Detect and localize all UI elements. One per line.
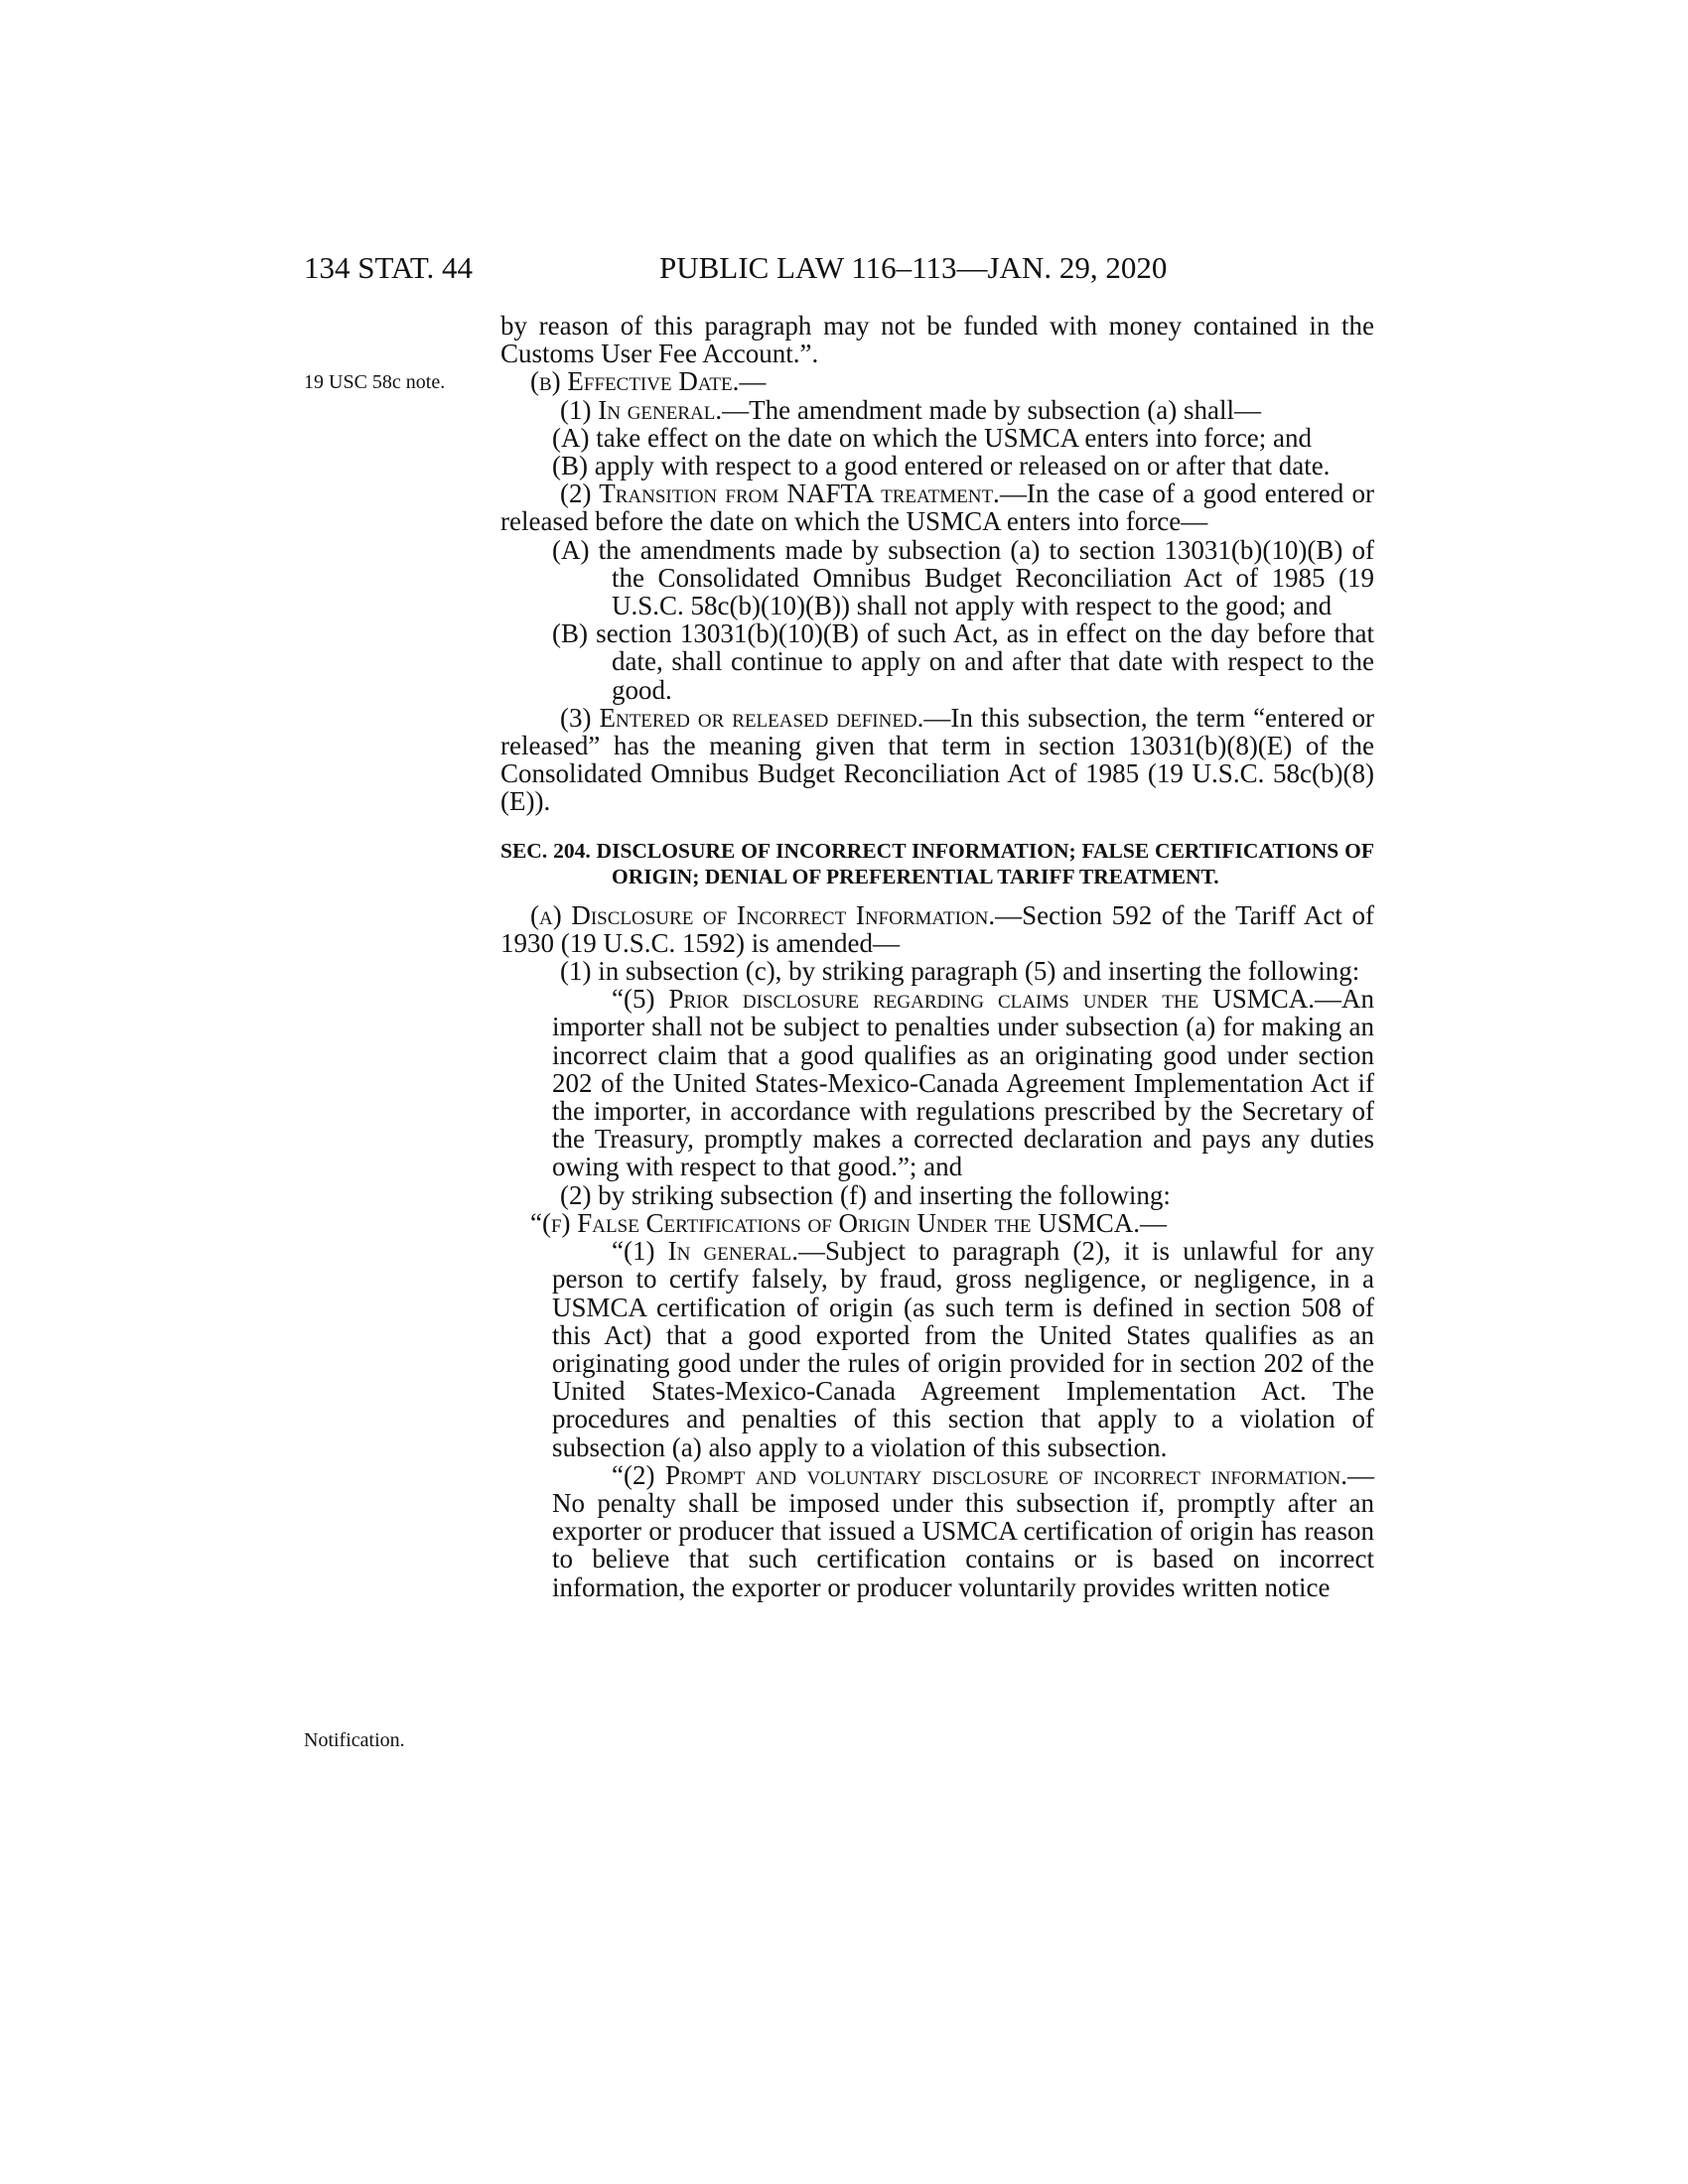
- paragraph-b3: [500, 704, 1374, 816]
- subsection-b-heading: [500, 367, 1374, 395]
- quoted-paragraph-f1-text: —Subject to paragraph (2), it is unlawful for any person to certify falsely, by fraud, gross negligence, or negligence, in a USMCA certification of origin (as such term is defined in section 508 of this Act) that a good exported from the United States qualifies as an originating good under the rules of origin provided for in section 202 of the United States-Mexico-Canada Agreement Implementation Act. The procedures and penalties of this section that apply to a violation of subsection (a) also apply to a violation of this subsection.: [552, 1236, 1374, 1462]
- paragraph-continuation: by reason of this paragraph may not be funded with money contained in the Customs User Fee Account.”.: [500, 311, 1374, 369]
- subsection-a-heading: (a) Disclosure of Incorrect Information.: [530, 899, 996, 930]
- paragraph-a2: (2) by striking subsection (f) and inserting the following:: [560, 1179, 1171, 1210]
- paragraph-b2-heading: (2) Transition from NAFTA treatment.: [560, 478, 1000, 509]
- quoted-paragraph-5-text: —An importer shall not be subject to penalties under subsection (a) for making an incorrect claim that a good qualifies as an originating good under section 202 of the United States-Mexico-Canada Agreement Implementation Act if the importer, in accordance with regulations prescribed by the Secretary of the Treasury, promptly makes a corrected declaration and pays any duties owing with respect to that good.”; and: [552, 984, 1374, 1182]
- law-title-header: PUBLIC LAW 116–113—JAN. 29, 2020: [659, 250, 1168, 285]
- paragraph-a1: (1) in subsection (c), by striking paragraph (5) and inserting the following:: [560, 956, 1360, 987]
- quoted-paragraph-f2-heading: “(2) Prompt and voluntary disclosure of incorrect information.: [612, 1459, 1347, 1490]
- subsection-b-heading-text: (b) Effective Date.—: [530, 366, 767, 397]
- quoted-paragraph-5-heading: “(5) Prior disclosure regarding claims under the USMCA.: [612, 984, 1315, 1015]
- paragraph-b1-heading: (1) In general.: [560, 394, 723, 425]
- subparagraph-b2A: (A) the amendments made by subsection (a) to section 13031(b)(10)(B) of the Consolidated Omnibus Budget Reconciliation Act of 1985 (19 U.S.C. 58c(b)(10)(B)) shall not apply with respect to the good; and: [552, 534, 1374, 621]
- paragraph-b1-text: —The amendment made by subsection (a) shall—: [722, 394, 1261, 425]
- page-reference: 134 STAT. 44: [304, 250, 474, 285]
- paragraph-b1: [500, 396, 1374, 424]
- subsection-a: [500, 901, 1374, 957]
- margin-note-notification: Notification.: [304, 1729, 405, 1751]
- subsection-a-text: —Section 592 of the Tariff Act of 1930 (19 U.S.C. 1592) is amended—: [500, 899, 1374, 958]
- quoted-paragraph-f1-heading: “(1) In general.: [612, 1236, 798, 1267]
- quoted-paragraph-5: [500, 985, 1374, 1180]
- paragraph-b2-text: —In the case of a good entered or released before the date on which the USMCA enters into force—: [500, 478, 1374, 537]
- document-body: [500, 312, 1374, 1601]
- quoted-subsection-f-heading-text: “(f) False Certifications of Origin Under the USMCA.—: [530, 1207, 1167, 1238]
- quoted-paragraph-f1: [500, 1237, 1374, 1461]
- quoted-subsection-f-heading: [500, 1209, 1374, 1237]
- paragraph-b2: [500, 479, 1374, 535]
- quoted-paragraph-f2: [500, 1461, 1374, 1601]
- margin-note-usc: 19 USC 58c note.: [304, 371, 446, 393]
- subparagraph-b1B: (B) apply with respect to a good entered or released on or after that date.: [552, 451, 1331, 481]
- paragraph-b3-text: —In this subsection, the term “entered or released” has the meaning given that term in section 13031(b)(8)(E) of the Consolidated Omnibus Budget Reconciliation Act of 1985 (19 U.S.C. 58c(b)(8)(E)).: [500, 702, 1374, 817]
- section-204-heading: SEC. 204. DISCLOSURE OF INCORRECT INFORMATION; FALSE CERTIFICATIONS OF ORIGIN; DENIAL OF PREFERENTIAL TARIFF TREATMENT.: [500, 838, 1374, 888]
- quoted-paragraph-f2-text: —No penalty shall be imposed under this subsection if, promptly after an exporter or producer that issued a USMCA certification of origin has reason to believe that such certification contains or is based on incorrect information, the exporter or producer voluntarily provides written notice: [552, 1459, 1374, 1602]
- subparagraph-b1A: (A) take effect on the date on which the USMCA enters into force; and: [552, 422, 1313, 453]
- paragraph-b3-heading: (3) Entered or released defined.: [560, 702, 924, 733]
- subparagraph-b2B: (B) section 13031(b)(10)(B) of such Act, as in effect on the day before that date, shall continue to apply on and after that date with respect to the good.: [552, 618, 1374, 705]
